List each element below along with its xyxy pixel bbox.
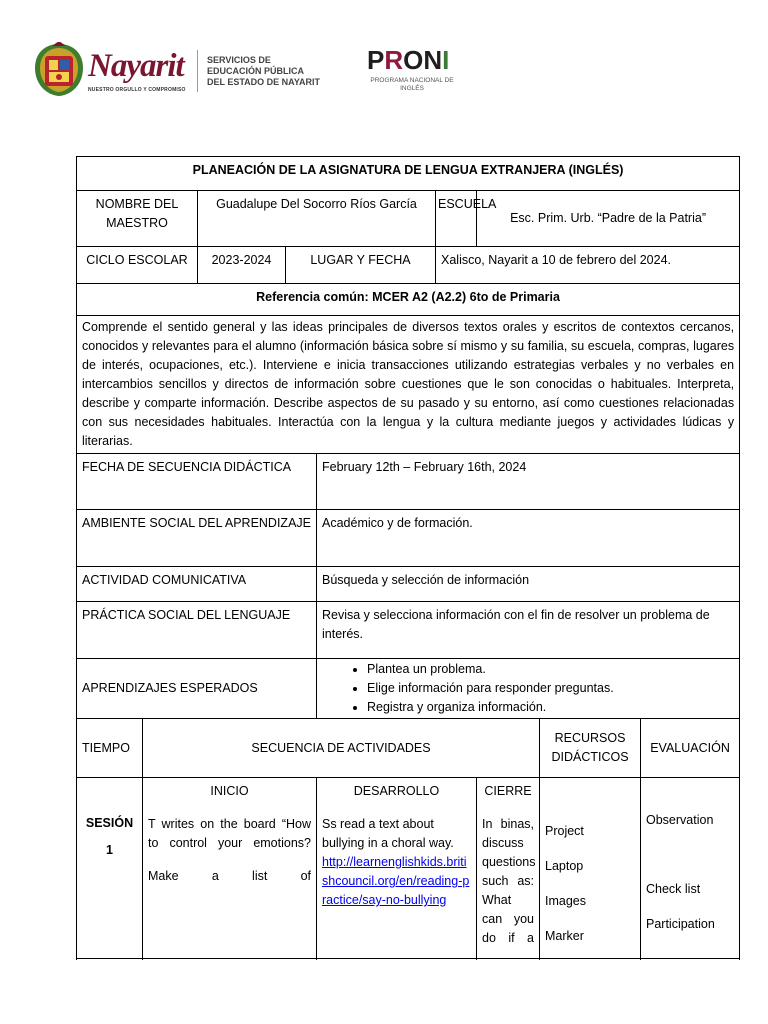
school-label: ESCUELA <box>436 191 477 247</box>
resource-item: Laptop <box>545 859 584 873</box>
practice-label: PRÁCTICA SOCIAL DEL LENGUAJE <box>77 602 317 659</box>
evaluation-item: Observation <box>646 813 714 827</box>
development-header: DESARROLLO <box>353 784 440 798</box>
time-header: TIEMPO <box>77 719 143 778</box>
place-label: LUGAR Y FECHA <box>286 247 436 284</box>
development-text: Ss read a text about bullying in a choral way. <box>322 817 454 850</box>
closing-text: In binas, discuss questions such as: What can you do if a <box>482 817 536 945</box>
reference-row: Referencia común: MCER A2 (A2.2) 6to de Primaria <box>77 284 740 316</box>
resource-item: Marker <box>545 929 584 943</box>
school-name: Esc. Prim. Urb. “Padre de la Patria” <box>477 191 740 247</box>
closing-header: CIERRE <box>484 784 532 798</box>
expected-label: APRENDIZAJES ESPERADOS <box>77 659 317 719</box>
sep-line-1: SERVICIOS DE <box>207 55 271 65</box>
logo-divider <box>197 50 198 92</box>
closing-cell <box>477 778 540 959</box>
session-label: SESIÓN <box>85 816 134 830</box>
activity-label: ACTIVIDAD COMUNICATIVA <box>77 567 317 602</box>
cycle-value: 2023-2024 <box>198 247 286 284</box>
resources-cell <box>540 778 641 959</box>
teacher-label: NOMBRE DEL MAESTRO <box>77 191 198 247</box>
bullying-reading-link[interactable]: http://learnenglishkids.britishcouncil.org/en/reading-practice/say-no-bullying <box>322 855 470 907</box>
resources-header: RECURSOS DIDÁCTICOS <box>540 719 641 778</box>
resource-item: Images <box>545 894 586 908</box>
resource-item: Project <box>545 824 584 838</box>
practice-value: Revisa y selecciona información con el fin de resolver un problema de interés. <box>317 602 740 659</box>
environment-value: Académico y de formación. <box>317 510 740 567</box>
nayarit-wordmark: Nayarit <box>88 48 184 84</box>
development-cell <box>317 778 477 959</box>
proni-subtitle: PROGRAMA NACIONAL DE INGLÉS <box>370 77 454 92</box>
environment-label: AMBIENTE SOCIAL DEL APRENDIZAJE <box>77 510 317 567</box>
sequence-date-value: February 12th – February 16th, 2024 <box>317 454 740 510</box>
nayarit-coat-of-arms-icon <box>32 42 86 98</box>
place-value: Xalisco, Nayarit a 10 de febrero del 2024. <box>436 247 740 284</box>
evaluation-cell <box>641 778 740 959</box>
session-number: 1 <box>106 843 113 857</box>
evaluation-item: Participation <box>646 917 715 931</box>
nayarit-motto: NUESTRO ORGULLO Y COMPROMISO <box>88 87 186 93</box>
cycle-label: CICLO ESCOLAR <box>77 247 198 284</box>
sequence-header: SECUENCIA DE ACTIVIDADES <box>143 719 540 778</box>
sequence-date-label: FECHA DE SECUENCIA DIDÁCTICA <box>77 454 317 510</box>
expected-item: • Elige información para responder preguntas. <box>367 679 734 698</box>
teacher-name: Guadalupe Del Socorro Ríos García <box>198 191 436 247</box>
letterhead <box>0 0 768 110</box>
expected-item: • Plantea un problema. <box>367 660 734 679</box>
expected-learnings <box>317 659 740 719</box>
start-text-continued: Make a list of <box>148 869 311 883</box>
session-cell <box>77 778 143 959</box>
start-text: T writes on the board “How to control your emotions? <box>148 817 311 850</box>
evaluation-item: Check list <box>646 882 701 896</box>
evaluation-header: EVALUACIÓN <box>641 719 740 778</box>
plan-title: PLANEACIÓN DE LA ASIGNATURA DE LENGUA EXTRANJERA (INGLÉS) <box>77 157 740 191</box>
competency-description: Comprende el sentido general y las ideas principales de diversos textos orales y escritos de contextos cercanos, conocidos y relevantes para el alumno (información básica sobre sí mismo y su familia, su escuela, compras, lugares de interés, ocupaciones, etc.). Interviene e inicia transacciones utilizando estrategias verbales y no verbales en intercambios sencillos y directos de información sobre cuestiones que le son conocidas o habituales. Interpreta, describe y comparte información. Describe aspectos de su pasado y su entorno, así como cuestiones relacionadas con sus necesidades habituales. Interactúa con la lengua y la cultura mediante juegos y actividades lúdicas y literarias. <box>77 316 740 454</box>
start-header: INICIO <box>210 784 249 798</box>
sep-line-2: EDUCACIÓN PÚBLICA <box>207 66 305 76</box>
expected-item: • Registra y organiza información. <box>367 698 734 717</box>
activity-value: Búsqueda y selección de información <box>317 567 740 602</box>
sep-line-3: DEL ESTADO DE NAYARIT <box>207 77 321 87</box>
lesson-plan-table <box>76 156 740 959</box>
proni-logo: PRONI <box>367 45 450 75</box>
start-cell <box>143 778 317 959</box>
sep-logo-text <box>207 55 320 88</box>
